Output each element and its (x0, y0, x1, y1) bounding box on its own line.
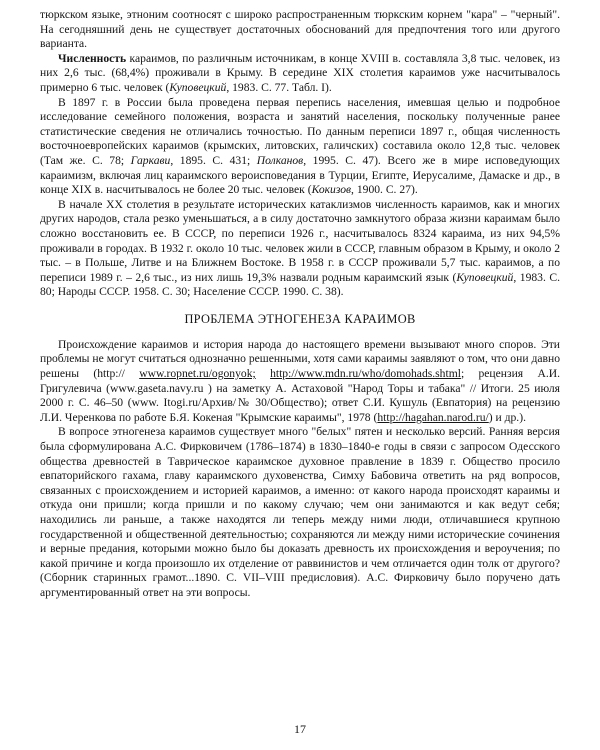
paragraph-population-18-19c (40, 52, 560, 96)
link-mdn[interactable]: http://www.mdn.ru/who/domohads.shtml (270, 367, 461, 381)
paragraph-etymology: тюркском языке, этноним соотносят с широко распространенным тюркским корнем "кара" – "черный". На сегодняшний день не существует достаточных обоснований для предпочтения того или другого варианта. (40, 8, 560, 51)
text-segment: ; рецензия А.И. Григулевича (www.gaseta.navy.ru ) на заметку А. Астаховой "Народ Торы и табака" // Итоги. 25 июля 2000 г. С. 46–50 (www. Itogi.ru/Архив/№ 30/Общество); ответ С.И. Кушуль (Евпатория) на рецензию Л.И. Черенкова по работе Б.Я. Кокеная "Крымские караимы", 1978 ( (40, 367, 560, 424)
citation-author: Полканов (256, 153, 304, 167)
text-segment: , 1995. С. 47). Всего же в мире исповедующих караимизм, включая лиц караимского вероисповедания в Турции, Египте, Иерусалиме, Дамаске и др., в конце XIX в. насчитывалось не более 20 тыс. человек ( (40, 153, 560, 197)
text-segment: , 1895. С. 431; (170, 153, 257, 167)
text-segment: караимов, по различным источникам, в конце XVIII в. составляла 3,8 тыс. человек, из них 2,6 тыс. (68,4%) проживали в Крыму. В середине XIX столетия караимов уже насчитывалось примерно 6 тыс. человек ( (40, 51, 560, 94)
text-segment: Происхождение караимов и история народа до настоящего времени вызывают много споров. Эти проблемы не могут считаться однозначно решенными, хотя сами караимы заявляют о том, что они давно решены (http:// (40, 337, 560, 381)
citation-author: Кокизов (311, 183, 352, 197)
text-segment: , 1900. С. 27). (351, 183, 418, 197)
text-segment: В 1897 г. в России была проведена первая перепись населения, имевшая целью и подробное исследование семейного положения, возраста и занятий населения, поскольку полученные ранее статистические сведения не отличались точностью. По данным переписи 1897 г., общая численность восточноевропейских караимов (крымских, литовских, галичских) составила около 12,8 тыс. человек (Там же. С. 78; (40, 95, 560, 167)
text-segment: В начале XX столетия в результате исторических катаклизмов численность караимов, как и многих других народов, стала резко уменьшаться, а в силу достаточно замкнутого образа жизни караимам было сложно восстановить ее. В СССР, по переписи 1926 г., насчитывалось 8324 караима, из них 94,5% проживали в городах. В 1932 г. около 10 тыс. человек жили в СССР, главным образом в Крыму, и около 2 тыс. – в Польше, Литве и на Ближнем Востоке. В 1958 г. в СССР проживали 5,7 тыс. караимов, а по переписи 1989 г. – 2,6 тыс., из них лишь 19,3% назвали родным караимский язык ( (40, 197, 560, 284)
citation-author: Гаркави (130, 153, 171, 167)
paragraph-firkovich-version: В вопросе этногенеза караимов существует много "белых" пятен и несколько версий. Ранняя версия была сформулирована А.С. Фирковичем (1786–1874) в 1830–1840-е годы в связи с запросом Одесского общества древностей в Таврическое караимское духовное правление в 1839 г. Общество просило евпаторийского гахама, главу караимского духовенства, Симху Бабовича ответить на ряд вопросов, связанных с происхождением и историей караимов, а именно: от какого народа происходят караимы и откуда они пришли; когда пришли и по какому случаю; чем они занимаются и как ведут себя; находились ли раньше, а также находятся ли теперь между ними люди, отличавшиеся крупною государственной и общественной деятельностью; сохраняются ли между ними исторические сочинения и верные предания, которыми можно было бы доказать древность их происхождения и вероучения; по какой причине и когда произошло их отделение от раввинистов и чем отличается один толк от другого? (Сборник старинных грамот...1890. С. VII–VIII предисловия). А.С. Фирковичу было поручено дать аргументированный ответ на эти вопросы. (40, 425, 560, 599)
text-segment (256, 367, 270, 380)
text-segment: , 1983. С. 77. Табл. I). (226, 80, 332, 94)
link-ropnet[interactable]: www.ropnet.ru/ogonyok; (139, 367, 256, 381)
section-heading: ПРОБЛЕМА ЭТНОГЕНЕЗА КАРАИМОВ (184, 311, 416, 326)
link-hagahan[interactable]: http://hagahan.narod.ru/ (377, 410, 489, 424)
paragraph-origin-debate (40, 338, 560, 426)
text-segment: ) и др.). (488, 410, 526, 424)
text-segment: , 1983. С. 80; Народы СССР. 1958. С. 30; Население СССР. 1990. С. 38). (40, 270, 560, 299)
paragraph-census-1897 (40, 96, 560, 198)
citation-author: Куповецкий (456, 270, 514, 284)
page-number: 17 (294, 722, 306, 736)
citation-author: Куповецкий (169, 80, 227, 94)
term-numbers: Численность (58, 51, 127, 65)
paragraph-population-20c (40, 198, 560, 300)
